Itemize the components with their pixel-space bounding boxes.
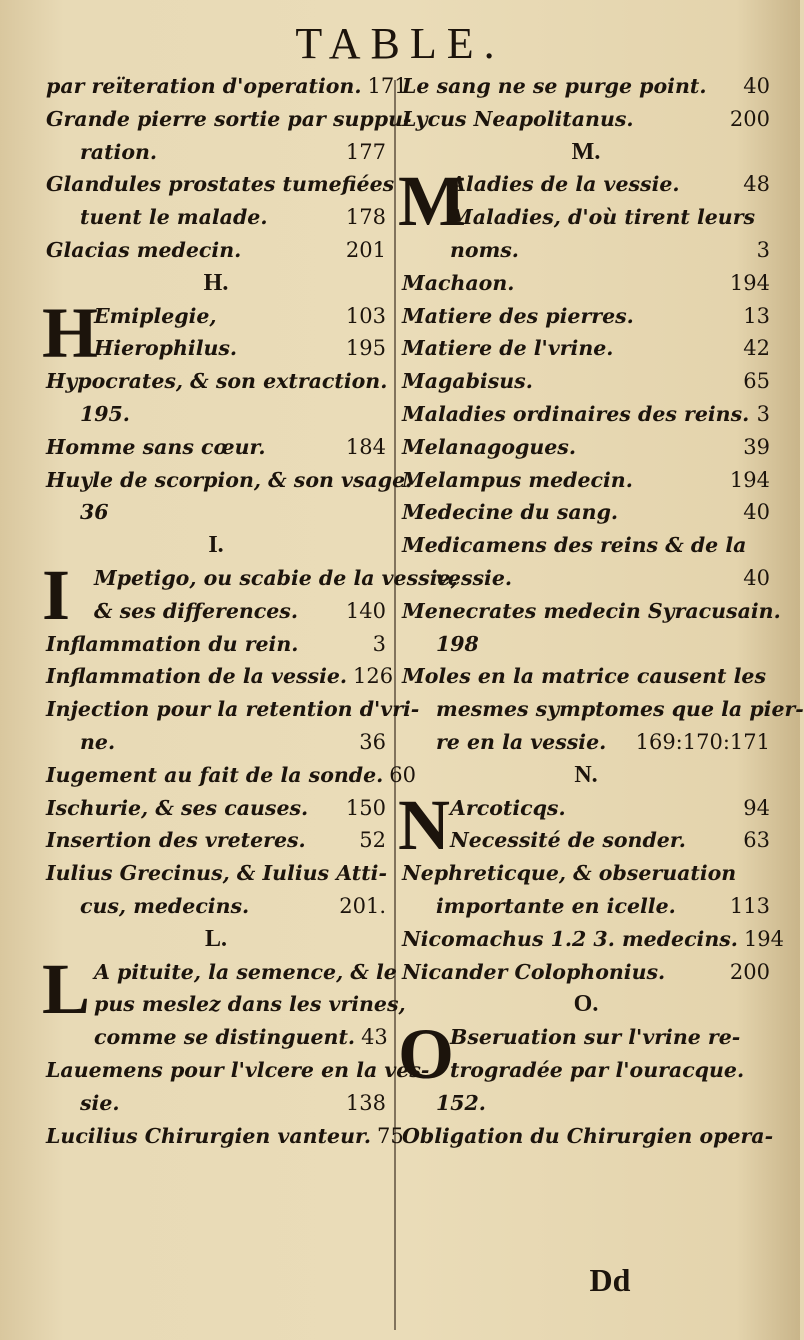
entry-text: Glacias medecin. xyxy=(46,237,242,262)
index-entry xyxy=(402,398,770,431)
index-entry xyxy=(46,956,397,989)
entry-text: Moles en la matrice causent les xyxy=(402,664,766,689)
entry-text: Ischurie, & ses causes. xyxy=(46,795,309,820)
section-letter: I. xyxy=(208,532,224,559)
entry-page-number: 63 xyxy=(743,828,770,853)
index-entry xyxy=(402,1021,770,1054)
entry-text: Huyle de scorpion, & son vsage. xyxy=(46,467,413,492)
entry-text: Lucilius Chirurgien vanteur. xyxy=(46,1123,372,1148)
drop-capital: O xyxy=(398,1014,455,1095)
entry-page-number: 40 xyxy=(743,500,770,525)
entry-text: Emiplegie, xyxy=(94,303,217,328)
section-letter: H. xyxy=(203,269,229,296)
entry-text: 195. xyxy=(80,401,130,426)
entry-text: cus, medecins. xyxy=(80,893,250,918)
entry-page-number: 75 xyxy=(377,1123,404,1148)
entry-text: sie. xyxy=(80,1090,120,1115)
entry-text: Bseruation sur l'vrine re- xyxy=(450,1025,741,1050)
index-entry xyxy=(402,267,770,300)
entry-text: mesmes symptomes que la pier- xyxy=(436,697,804,722)
entry-page-number: 194 xyxy=(729,467,770,492)
entry-text: Medicamens des reins & de la xyxy=(402,533,747,558)
index-entry xyxy=(46,824,386,857)
entry-page-number: 3 xyxy=(756,401,770,426)
index-entry xyxy=(402,70,770,103)
entry-text: Lycus Neapolitanus. xyxy=(402,106,634,131)
entry-text: 36 xyxy=(80,500,109,525)
entry-text: Magabisus. xyxy=(402,369,533,394)
index-entry xyxy=(402,857,770,890)
dropcap-entry xyxy=(42,554,458,635)
entry-text: Grande pierre sortie par suppu- xyxy=(46,106,412,131)
entry-text: Obligation du Chirurgien opera- xyxy=(402,1123,774,1148)
entry-text: trogradée par l'ouracque. xyxy=(450,1057,745,1082)
index-entry xyxy=(46,759,417,792)
index-entry xyxy=(402,660,770,693)
index-entry xyxy=(46,365,386,398)
index-entry xyxy=(402,496,770,529)
page-header: TABLE. xyxy=(295,19,505,68)
entry-text: Menecrates medecin Syracusain. xyxy=(402,598,781,623)
section-letter: N. xyxy=(574,761,598,788)
entry-page-number: 94 xyxy=(743,795,770,820)
entry-text: Homme sans cœur. xyxy=(46,434,266,459)
entry-text: Necessité de sonder. xyxy=(450,828,686,853)
index-entry xyxy=(402,956,770,989)
entry-text: ration. xyxy=(80,139,158,164)
entry-text: Medecine du sang. xyxy=(402,500,619,525)
index-entry xyxy=(46,136,386,169)
entry-page-number: 194 xyxy=(729,270,770,295)
index-entry xyxy=(402,562,770,595)
entry-text: Mpetigo, ou scabie de la vessie, xyxy=(94,565,458,590)
dropcap-entry xyxy=(42,292,386,373)
index-entry xyxy=(402,201,770,234)
entry-page-number: 40 xyxy=(743,565,770,590)
entry-page-number: 200 xyxy=(729,106,770,131)
entry-text: Nephreticque, & obseruation xyxy=(402,861,737,886)
index-entry xyxy=(402,923,785,956)
entry-text: par reïteration d'operation. xyxy=(46,74,362,98)
entry-text: tuent le malade. xyxy=(80,205,268,230)
entry-text: Melanagogues. xyxy=(402,434,576,459)
entry-text: Iugement au fait de la sonde. xyxy=(46,762,384,787)
entry-text: Matiere des pierres. xyxy=(402,303,634,328)
index-entry xyxy=(46,398,386,431)
entry-page-number: 184 xyxy=(345,434,386,459)
entry-text: Aladies de la vessie. xyxy=(450,172,680,197)
signature-mark: Dd xyxy=(589,1262,631,1298)
section-letter: L. xyxy=(204,925,227,952)
entry-page-number: 48 xyxy=(743,172,770,197)
index-entry xyxy=(402,431,770,464)
index-entry xyxy=(402,595,781,628)
entry-page-number: 126 xyxy=(353,664,394,689)
drop-capital: N xyxy=(398,784,450,865)
entry-text: Inflammation du rein. xyxy=(46,631,299,656)
index-entry xyxy=(46,464,413,497)
index-entry xyxy=(46,1054,430,1087)
index-entry xyxy=(46,693,420,726)
index-entry xyxy=(402,234,770,267)
entry-text: Arcoticqs. xyxy=(450,795,566,820)
index-entry xyxy=(402,300,770,333)
entry-page-number: 169:170:171 xyxy=(635,729,770,754)
entry-text: ne. xyxy=(80,729,116,754)
entry-page-number: 113 xyxy=(729,893,770,918)
entry-page-number: 52 xyxy=(359,828,386,853)
entry-page-number: 177 xyxy=(345,139,386,164)
index-entry xyxy=(402,726,770,759)
index-entry xyxy=(46,1087,386,1120)
index-entry xyxy=(402,628,770,661)
entry-page-number: 40 xyxy=(743,74,770,98)
entry-text: vessie. xyxy=(436,565,513,590)
entry-text: Melampus medecin. xyxy=(402,467,633,492)
entry-text: & ses differences. xyxy=(94,598,298,623)
index-entry xyxy=(402,103,770,136)
index-entry xyxy=(46,1120,404,1153)
index-entry xyxy=(46,70,408,103)
index-entry xyxy=(46,988,406,1021)
entry-page-number: 36 xyxy=(359,729,386,754)
entry-text: Le sang ne se purge point. xyxy=(402,74,707,98)
index-entry xyxy=(46,168,395,201)
entry-text: Glandules prostates tumefiées xyxy=(46,172,395,197)
entry-text: Matiere de l'vrine. xyxy=(402,336,614,361)
entry-page-number: 138 xyxy=(345,1090,386,1115)
entry-page-number: 140 xyxy=(345,598,386,623)
entry-page-number: 201 xyxy=(345,237,386,262)
index-entry xyxy=(402,1120,774,1153)
index-entry xyxy=(46,890,386,923)
entry-page-number: 60 xyxy=(389,762,417,787)
entry-page-number: 194 xyxy=(743,926,785,951)
entry-page-number: 65 xyxy=(743,369,770,394)
index-entry xyxy=(46,332,386,365)
index-entry xyxy=(46,1021,386,1054)
entry-page-number: 3 xyxy=(372,631,386,656)
entry-text: Inflammation de la vessie. xyxy=(46,664,348,689)
index-entry xyxy=(46,628,386,661)
index-entry xyxy=(402,792,770,825)
entry-text: Maladies ordinaires des reins. xyxy=(402,401,750,426)
index-entry xyxy=(402,1054,770,1087)
entry-page-number: 42 xyxy=(743,336,770,361)
index-entry xyxy=(46,234,386,267)
entry-text: Nicomachus 1.2 3. medecins. xyxy=(402,926,738,951)
right-column xyxy=(398,70,804,1310)
index-entry xyxy=(46,792,386,825)
drop-capital: H xyxy=(42,292,99,373)
drop-capital: I xyxy=(42,554,71,635)
entry-text: 152. xyxy=(436,1090,486,1115)
entry-text: Iulius Grecinus, & Iulius Atti- xyxy=(46,861,387,886)
index-entry xyxy=(402,824,770,857)
entry-text: Insertion des vreteres. xyxy=(46,828,306,853)
index-entry xyxy=(46,431,386,464)
index-entry xyxy=(402,529,770,562)
entry-text: comme se distinguent. xyxy=(94,1025,356,1050)
entry-text: re en la vessie. xyxy=(436,729,607,754)
entry-page-number: 103 xyxy=(345,303,386,328)
entry-text: A pituite, la semence, & le xyxy=(94,959,397,984)
index-entry xyxy=(402,1087,770,1120)
entry-text: Hierophilus. xyxy=(94,336,238,361)
index-entry xyxy=(402,332,770,365)
entry-text: Injection pour la retention d'vri- xyxy=(46,697,420,722)
index-entry xyxy=(46,562,458,595)
entry-text: Nicander Colophonius. xyxy=(402,959,666,984)
entry-page-number: 201. xyxy=(339,893,386,918)
drop-capital: M xyxy=(398,161,466,242)
entry-page-number: 171 xyxy=(367,74,408,98)
index-entry xyxy=(46,496,386,529)
entry-page-number: 200 xyxy=(729,959,770,984)
index-entry xyxy=(402,890,770,923)
index-entry xyxy=(46,857,386,890)
index-entry xyxy=(46,726,386,759)
dropcap-entry xyxy=(398,1014,770,1095)
section-letter: O. xyxy=(573,991,599,1018)
section-letter: M. xyxy=(571,138,601,165)
entry-page-number: 43 xyxy=(361,1025,388,1050)
entry-text: Hypocrates, & son extraction. xyxy=(46,369,388,394)
entry-page-number: 195 xyxy=(345,336,386,361)
dropcap-entry xyxy=(42,948,406,1054)
entry-page-number: 39 xyxy=(743,434,770,459)
index-entry xyxy=(402,168,770,201)
entry-text: Machaon. xyxy=(402,270,515,295)
entry-page-number: 3 xyxy=(756,237,770,262)
entry-text: Lauemens pour l'vlcere en la ves- xyxy=(46,1057,430,1082)
entry-text: noms. xyxy=(450,237,519,262)
index-entry xyxy=(46,300,386,333)
index-entry xyxy=(46,660,394,693)
index-entry xyxy=(46,595,386,628)
dropcap-entry xyxy=(398,161,770,266)
entry-page-number: 13 xyxy=(743,303,770,328)
index-entry xyxy=(402,464,770,497)
index-entry xyxy=(402,365,770,398)
entry-text: Maladies, d'où tirent leurs xyxy=(450,205,756,230)
entry-page-number: 178 xyxy=(345,205,386,230)
index-entry xyxy=(46,103,412,136)
index-entry xyxy=(46,201,386,234)
dropcap-entry xyxy=(398,784,770,865)
entry-text: pus meslez dans les vrines, xyxy=(94,992,406,1017)
entry-page-number: 150 xyxy=(345,795,386,820)
drop-capital: L xyxy=(42,948,91,1029)
index-entry xyxy=(402,693,804,726)
entry-text: importante en icelle. xyxy=(436,893,676,918)
entry-text: 198 xyxy=(436,631,479,656)
